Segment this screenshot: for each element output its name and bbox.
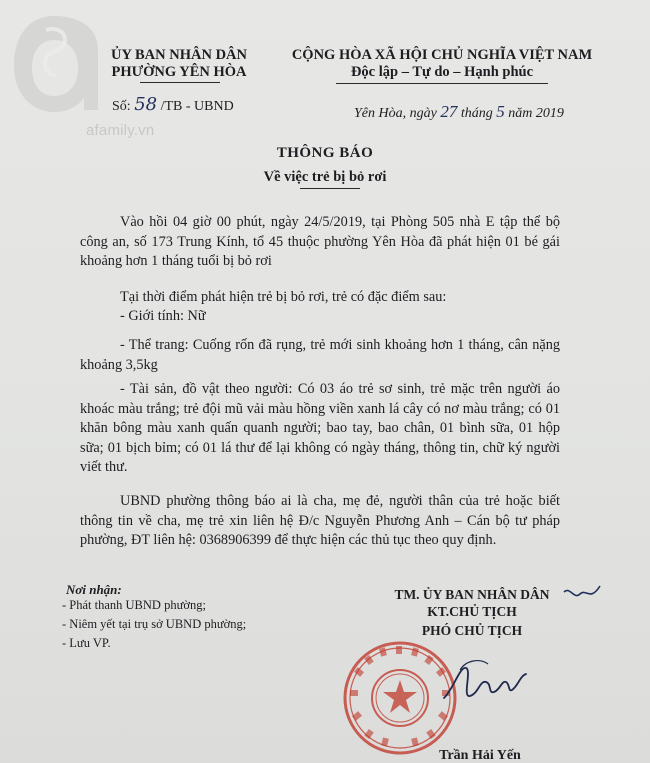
paragraph-gender: - Giới tính: Nữ <box>120 308 206 324</box>
subtitle-underline <box>300 188 360 189</box>
signer-name: Trần Hải Yến <box>439 748 521 763</box>
paragraph-physical-condition: - Thể trang: Cuống rốn đã rụng, trẻ mới sinh khoảng hơn 1 tháng, cân nặng khoảng 3,5kg <box>80 337 560 373</box>
watermark-text: afamily.vn <box>86 122 155 139</box>
signature-title-line1: TM. ỦY BAN NHÂN DÂN <box>394 587 550 602</box>
date-month-handwritten: 5 <box>496 102 505 121</box>
doc-number-prefix: Số: <box>112 99 131 114</box>
recipients-title: Nơi nhận: <box>66 582 122 597</box>
motto-underline <box>336 83 548 84</box>
signature-title-line3: PHÓ CHỦ TỊCH <box>421 623 523 638</box>
country-name: CỘNG HÒA XÃ HỘI CHỦ NGHĨA VIỆT NAM <box>291 47 593 63</box>
signature-title-line2: KT.CHỦ TỊCH <box>427 604 517 619</box>
handwritten-signature-icon <box>440 658 530 710</box>
org-underline <box>140 82 220 83</box>
paragraph-characteristics-intro: Tại thời điểm phát hiện trẻ bị bỏ rơi, trẻ có đặc điểm sau: <box>120 289 447 305</box>
notice-subtitle: Về việc trẻ bị bỏ rơi <box>263 169 387 185</box>
paragraph-discovery: Vào hồi 04 giờ 00 phút, ngày 24/5/2019, tại Phòng 505 nhà E tập thể bộ công an, số 173 Trung Kính, tổ 45 thuộc phường Yên Hòa đã phát hiện 01 bé gái khoảng hơn 1 tháng tuổi bị bỏ rơi <box>80 214 560 269</box>
date-place: Yên Hòa, ngày <box>354 106 437 121</box>
date-month-label: tháng <box>460 106 493 121</box>
date-day-handwritten: 27 <box>440 102 458 121</box>
issuing-org-line1: ỦY BAN NHÂN DÂN <box>110 47 247 63</box>
paragraph-contact: UBND phường thông báo ai là cha, mẹ đẻ, người thân của trẻ hoặc biết thông tin về cha, mẹ trẻ xin liên hệ Đ/c Nguyễn Phương Anh – Cán bộ tư pháp phường, ĐT liên hệ: 0368906399 để thực hiện các thủ tục theo quy định. <box>80 493 560 548</box>
date-line <box>354 102 564 122</box>
national-motto: Độc lập – Tự do – Hạnh phúc <box>350 64 534 80</box>
doc-number-suffix: /TB - UBND <box>160 99 234 114</box>
doc-number-handwritten: 58 <box>134 94 158 115</box>
document-number <box>112 94 234 115</box>
recipient-item: - Lưu VP. <box>62 636 111 650</box>
recipient-item: - Phát thanh UBND phường; <box>62 598 206 612</box>
notice-title: THÔNG BÁO <box>276 145 374 161</box>
handwritten-check-icon <box>562 582 602 606</box>
recipient-item: - Niêm yết tại trụ sở UBND phường; <box>62 617 247 631</box>
date-year: năm 2019 <box>508 106 564 121</box>
paragraph-belongings: - Tài sản, đồ vật theo người: Có 03 áo trẻ sơ sinh, trẻ mặc trên người áo khoác màu trắng; trẻ đội mũ vải màu hồng viền xanh lá cây có nơ màu trắng; có 01 khăn bông màu xanh quấn quanh người; bao tay, bao chân, 01 bình sữa, 01 hộp sữa; 01 bịch bỉm; có 01 lá thư để lại không có ngày tháng, thông tin, chữ ký người viết thư. <box>80 381 560 475</box>
afamily-logo-icon <box>6 10 102 120</box>
issuing-org-line2: PHƯỜNG YÊN HÒA <box>111 64 247 80</box>
